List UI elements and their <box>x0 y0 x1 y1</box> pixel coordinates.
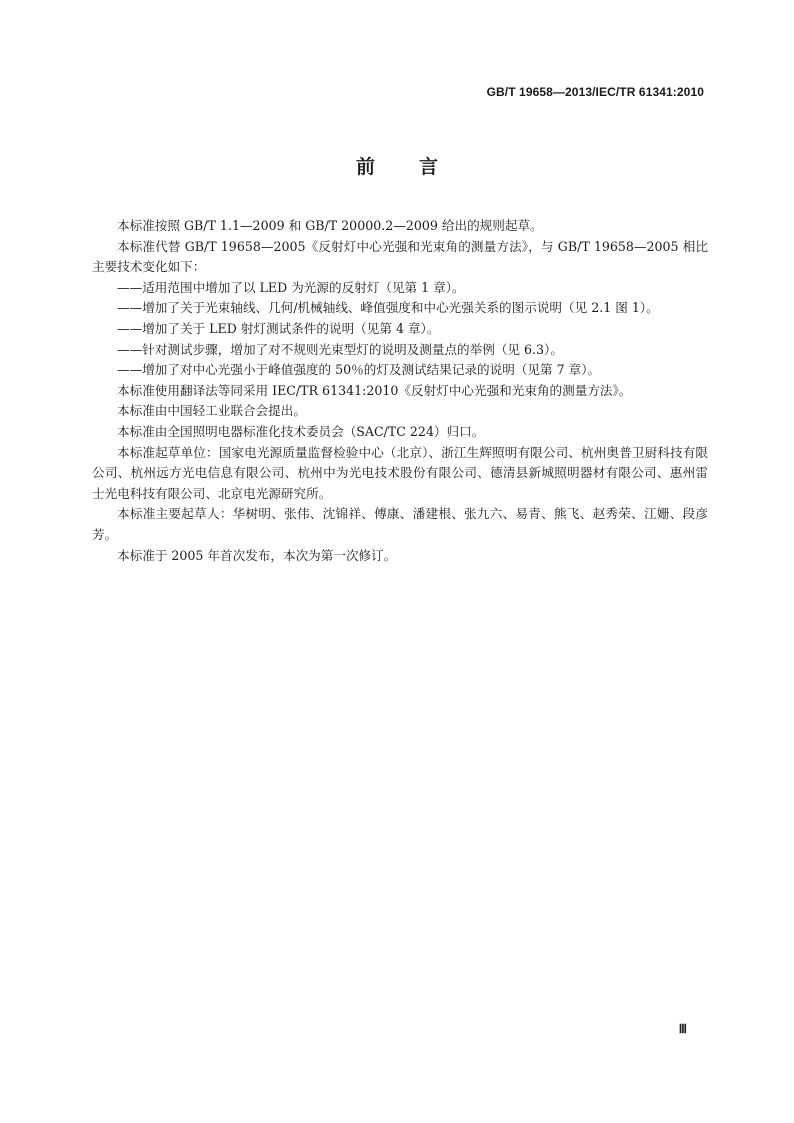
paragraph-drafting-rules: 本标准按照 GB/T 1.1—2009 和 GB/T 20000.2—2009 给出的规则起草。 <box>117 218 543 233</box>
paragraph-history: 本标准于 2005 年首次发布，本次为第一次修订。 <box>117 547 397 563</box>
change-item: ——增加了对中心光强小于峰值强度的 50％的灯及测试结果记录的说明（见第 7 章）。 <box>117 362 601 378</box>
paragraph-replaces: 本标准代替 GB/T 19658—2005《反射灯中心光强和光束角的测量方法》，与 GB/T 19658—2005 相比主要技术变化如下： <box>92 238 708 275</box>
paragraph-proposed-by: 本标准由中国轻工业联合会提出。 <box>117 403 306 419</box>
title-char-1: 前 <box>355 156 375 178</box>
change-item: ——增加了关于光束轴线、几何/机械轴线、峰值强度和中心光强关系的图示说明（见 2.1 图 1）。 <box>117 300 659 316</box>
paragraph-drafting-units: 本标准起草单位：国家电光源质量监督检验中心（北京）、浙江生辉照明有限公司、杭州奥普卫厨科技有限公司、杭州远方光电信息有限公司、杭州中为光电技术股份有限公司、德清县新城照明器材有限公司、惠州雷士光电科技有限公司、北京电光源研究所。 <box>92 444 708 501</box>
page-number: Ⅲ <box>678 1022 687 1036</box>
page-title <box>0 152 794 179</box>
paragraph-jurisdiction: 本标准由全国照明电器标准化技术委员会（SAC/TC 224）归口。 <box>117 423 485 439</box>
title-char-2: 言 <box>419 156 439 178</box>
change-item: ——增加了关于 LED 射灯测试条件的说明（见第 4 章）。 <box>117 320 440 336</box>
paragraph-drafters: 本标准主要起草人：华树明、张伟、沈锦祥、傅康、潘建根、张九六、易青、熊飞、赵秀荣、江姗、段彦芳。 <box>92 506 708 542</box>
change-item: ——适用范围中增加了以 LED 为光源的反射灯（见第 1 章）。 <box>117 279 465 295</box>
paragraph-translation: 本标准使用翻译法等同采用 IEC/TR 61341:2010《反射灯中心光强和光束角的测量方法》。 <box>117 382 632 398</box>
change-item: ——针对测试步骤，增加了对不规则光束型灯的说明及测量点的举例（见 6.3）。 <box>117 341 563 357</box>
standard-code: GB/T 19658—2013/IEC/TR 61341:2010 <box>486 85 704 99</box>
foreword-body <box>92 216 708 566</box>
